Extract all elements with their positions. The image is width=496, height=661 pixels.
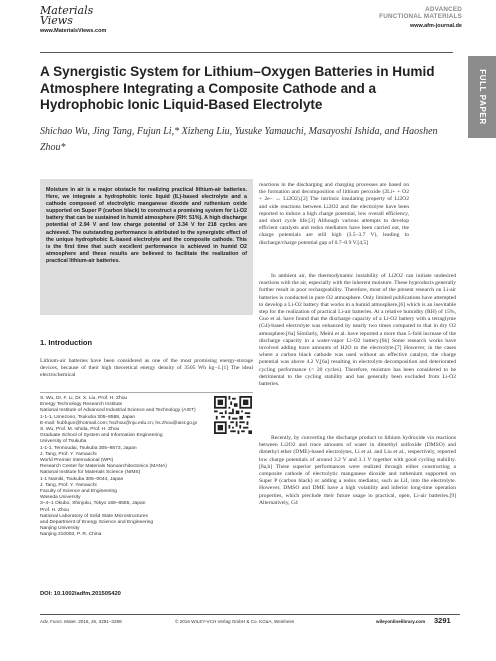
abstract-box <box>40 179 253 315</box>
materials-views-logo <box>40 6 120 34</box>
article-authors: Shichao Wu, Jing Tang, Fujun Li,* Xizheng Liu, Yusuke Yamauchi, Masayoshi Ishida, and Haoshen Zhou* <box>40 126 438 153</box>
page-number: 3291 <box>434 616 451 625</box>
section-heading: 1. Introduction <box>40 338 93 347</box>
journal-url[interactable]: www.afm-journal.de <box>409 23 462 29</box>
intro-paragraph: Lithium-air batteries have been considered as one of the most promising energy-storage devices, because of their high theoretical energy density of 3505 Wh kg−1.[1] The ideal electrochemical <box>40 358 253 379</box>
full-paper-tab <box>468 56 496 138</box>
author-affiliations: S. Wu, Dr. F. Li, Dr. X. Liu, Prof. H. Zhou Energy Technology Research Institute National Institute of Advanced Industrial Science and Technology (AIST) 1-1-1, Umezono, Tsukuba 305–8568, Japan E-mail: hubfujun@hotmail.com; hszhou@nju.edu.cn; hs.zhou@aist.go.jp S. Wu, Prof. M. Ishida, Prof. H. Zhou Graduate School of System and Information Engineering University of Tsukuba 1-1-1, Tennoudai, Tsukuba 305–8573, Japan J. Tang, Prof. Y. Yamauchi World Premier International (WPI) Research Center for Materials Nanoarchitectonics (MANA) National Institute for Materials Science (NIMS) 1-1 Namiki, Tsukuba 305–0044, Japan J. Tang, Prof. Y. Yamauchi Faculty of Science and Engineering Waseda University 3–4–1 Okubo, Shinjuku, Tokyo 169–8555, Japan Prof. H. Zhou National Laboratory of Solid State Microstructures and Department of Energy Science and Engineering Nanjing University Nanjing 210093, P. R. China <box>40 396 198 538</box>
affiliations-divider <box>40 392 253 393</box>
journal-logo <box>379 6 462 29</box>
header-divider <box>40 52 453 53</box>
right-column-mid-text: In ambient air, the thermodynamic instability of Li2O2 can initiate undesired reactions with the air, especially with the inherent moisture. These byproducts generally further result in poor rechargeability. Therefore, most of the present research on Li-air batteries is conducted in pure O2 atmosphere. Only limited publications have attempted to develop a Li-O2 battery that works in a humid atmosphere,[6] which is an inevitable step for the realization of practical Li-air batteries. At a relative humidity (RH) of 15%, Guo et al. have found that the discharge capacity of a Li-O2 battery with a tetraglyme (G4)-based electrolyte was enhanced by nearly two times compared to that in dry O2 atmosphere.[6a] Similarly, Meini et al. have reported a more than 5-fold increase of the discharge capacity in a water-vapor Li-O2 battery.[6b] Some research works have involved adding trace amounts of H2O to the electrolyte.[7] However, in the cases where a carbon black cathode was used without an effective catalyst, the charge potential was above 4.2 V,[6a] resulting in electrolyte decomposition and deteriorated cycling performance (< 20 cycles). Therefore, moisture has been considered to be detrimental to the cycling stability and has generally been excluded from Li-O2 batteries. <box>259 273 456 388</box>
journal-logo-line1: ADVANCED <box>425 6 462 13</box>
footer-divider <box>40 614 460 615</box>
qr-code-icon[interactable] <box>214 396 252 434</box>
left-logo-url[interactable]: www.MaterialsViews.com <box>40 28 107 34</box>
right-column-bottom-text: Recently, by converting the discharge product to lithium hydroxide via reactions between Li2O2 and trace amounts of water in dimethyl sulfoxide (DMSO) and dimethyl ether (DME)-based electrolytes, Li et al. and Liu et al., respectively, reported low charge potentials of around 3.2 V and 3.1 V together with good cycling stability.[8a,b] These superior performances were realized through either constructing a composite cathode of electrolytic manganese dioxide and ruthenium supported on Super P (carbon black) or adding a redox mediator, such as LiI, into the electrolyte. However, DMSO and DME have a high volatility and inferior long-time operation properties, which preclude their future usage in practical, open, Li-air batteries.[9] Alternatively, G4 <box>259 435 456 506</box>
footer-citation: Adv. Funct. Mater. 2016, 26, 3291–3298 <box>40 619 122 624</box>
footer-site-link[interactable]: wileyonlinelibrary.com <box>376 619 426 624</box>
article-title: A Synergistic System for Lithium–Oxygen Batteries in Humid Atmosphere Integrating a Composite Cathode and a Hydrophobic Ionic Liquid-Based Electrolyte <box>40 64 435 112</box>
left-logo-text: Materials Views <box>40 4 94 27</box>
doi[interactable]: DOI: 10.1002/adfm.201505420 <box>40 591 121 597</box>
journal-logo-line2: FUNCTIONAL MATERIALS <box>379 13 462 20</box>
footer-copyright: © 2016 WILEY-VCH Verlag GmbH & Co. KGaA, Weinheim <box>175 619 295 624</box>
abstract-text: Moisture in air is a major obstacle for realizing practical lithium-air batteries. Here, we integrate a hydrophobic ionic liquid (IL)-based electrolyte and a cathode composed of electrolytic manganese dioxide and ruthenium oxide supported on Super P (carbon black) to construct a promising system for Li-O2 battery that can be sustained in humid atmosphere (RH: 51%). A high discharge potential of 2.94 V and low charge potential of 3.34 V for 218 cycles are achieved. The outstanding performance is attributed to the synergistic effect of the unique hydrophobic IL-based electrolyte and the composite cathode. This is the first time that such excellent performance is achieved in humid O2 atmosphere and these results are believed to facilitate the realization of practical lithium-air batteries. <box>46 187 247 264</box>
full-paper-tab-label: FULL PAPER <box>478 69 487 125</box>
right-column-top-text: reactions in the discharging and charging processes are based on the formation and decomposition of lithium peroxide (2Li+ + O2 + 2e− ↔ Li2O2).[2] The intrinsic insulating property of Li2O2 and side reactions between Li2O2 and the electrolyte have been reported to induce a high charge potential, low overall efficiency, and short cycle life.[3] Although various attempts to develop efficient catalysts and redox mediators have been carried out, the charge potentials are still high (3.5–3.7 V), leading to discharge/charge potential gap of 0.7–0.9 V.[4,5] <box>259 182 409 246</box>
